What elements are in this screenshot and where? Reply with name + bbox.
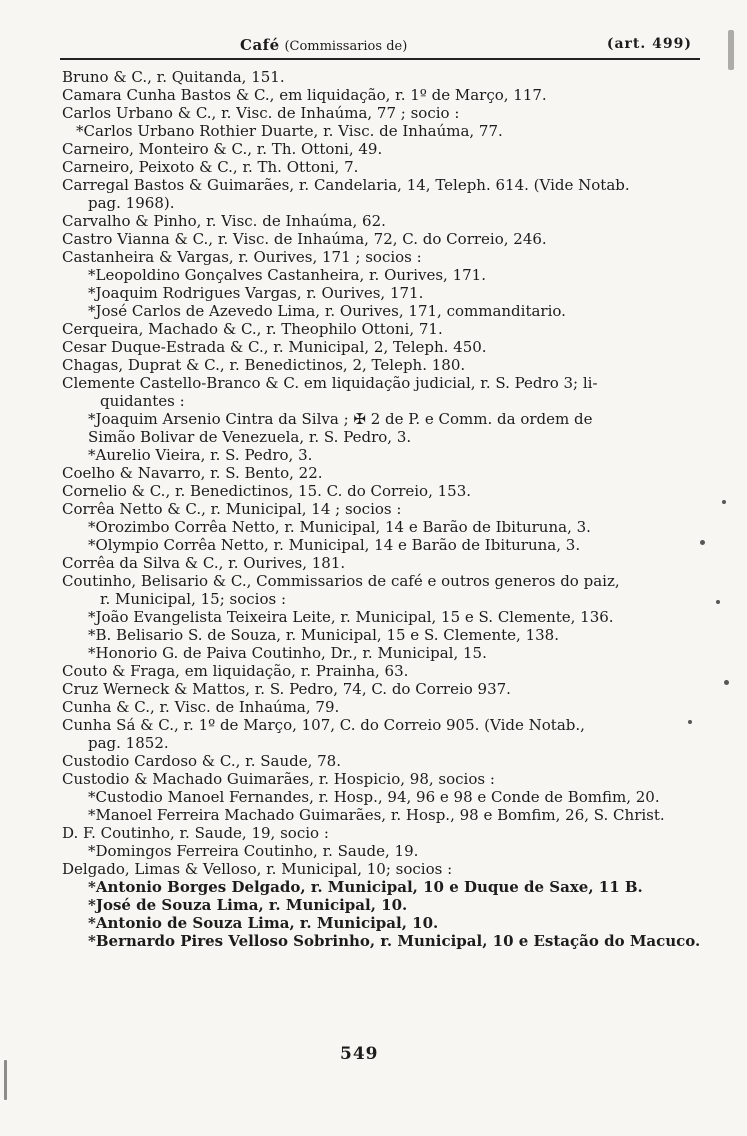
entry-line: r. Municipal, 15; socios :	[100, 590, 286, 608]
entry-line: Carlos Urbano & C., r. Visc. de Inhaúma, 77 ; socio :	[62, 104, 460, 122]
entry-line: *Carlos Urbano Rothier Duarte, r. Visc. de Inhaúma, 77.	[76, 122, 503, 140]
entry-line: Simão Bolivar de Venezuela, r. S. Pedro, 3.	[88, 428, 412, 446]
ink-speck	[4, 1060, 7, 1100]
header-article: (art. 499)	[606, 36, 692, 52]
entry-line: *Custodio Manoel Fernandes, r. Hosp., 94, 96 e 98 e Conde de Bomfim, 20.	[88, 788, 660, 806]
entry-line: pag. 1968).	[88, 194, 175, 212]
entry-line: D. F. Coutinho, r. Saude, 19, socio :	[62, 824, 329, 842]
entry-line: Custodio & Machado Guimarães, r. Hospicio, 98, socios :	[62, 770, 495, 788]
entry-line: Carvalho & Pinho, r. Visc. de Inhaúma, 62.	[62, 212, 386, 230]
entry-line: *José Carlos de Azevedo Lima, r. Ourives, 171, commanditario.	[88, 302, 566, 320]
entry-line: Cunha Sá & C., r. 1º de Março, 107, C. do Correio 905. (Vide Notab.,	[62, 716, 585, 734]
entry-line: *Orozimbo Corrêa Netto, r. Municipal, 14 e Barão de Ibituruna, 3.	[88, 518, 591, 536]
page-header	[60, 34, 700, 60]
entry-line: *José de Souza Lima, r. Municipal, 10.	[88, 896, 408, 914]
entry-line: *Leopoldino Gonçalves Castanheira, r. Ourives, 171.	[88, 266, 486, 284]
ink-speck	[728, 30, 734, 70]
entry-line: Carneiro, Peixoto & C., r. Th. Ottoni, 7.	[62, 158, 359, 176]
entry-line: *Aurelio Vieira, r. S. Pedro, 3.	[88, 446, 313, 464]
entry-line: *Bernardo Pires Velloso Sobrinho, r. Municipal, 10 e Estação do Macuco.	[88, 932, 701, 950]
entry-line: *Manoel Ferreira Machado Guimarães, r. Hosp., 98 e Bomfim, 26, S. Christ.	[88, 806, 665, 824]
ink-speck	[722, 500, 726, 504]
entry-line: Cornelio & C., r. Benedictinos, 15. C. do Correio, 153.	[62, 482, 472, 500]
entry-line: Coelho & Navarro, r. S. Bento, 22.	[62, 464, 323, 482]
entry-line: Castanheira & Vargas, r. Ourives, 171 ; socios :	[62, 248, 422, 266]
entry-line: Custodio Cardoso & C., r. Saude, 78.	[62, 752, 341, 770]
entry-line: *Olympio Corrêa Netto, r. Municipal, 14 e Barão de Ibituruna, 3.	[88, 536, 581, 554]
ink-speck	[716, 600, 720, 604]
entry-line: Bruno & C., r. Quitanda, 151.	[62, 68, 285, 86]
entries-list	[62, 68, 712, 950]
ink-speck	[700, 540, 705, 545]
entry-line: *Antonio Borges Delgado, r. Municipal, 10 e Duque de Saxe, 11 B.	[88, 878, 643, 896]
entry-line: Castro Vianna & C., r. Visc. de Inhaúma, 72, C. do Correio, 246.	[62, 230, 547, 248]
entry-line: Cesar Duque-Estrada & C., r. Municipal, 2, Teleph. 450.	[62, 338, 487, 356]
entry-line: pag. 1852.	[88, 734, 169, 752]
entry-line: Clemente Castello-Branco & C. em liquidação judicial, r. S. Pedro 3; li-	[62, 374, 598, 392]
entry-line: Carneiro, Monteiro & C., r. Th. Ottoni, 49.	[62, 140, 383, 158]
entry-line: Carregal Bastos & Guimarães, r. Candelaria, 14, Teleph. 614. (Vide Notab.	[62, 176, 630, 194]
entry-line: *Joaquim Rodrigues Vargas, r. Ourives, 171.	[88, 284, 424, 302]
entry-line: *Domingos Ferreira Coutinho, r. Saude, 19.	[88, 842, 419, 860]
entry-line: *B. Belisario S. de Souza, r. Municipal, 15 e S. Clemente, 138.	[88, 626, 559, 644]
header-title-group	[240, 36, 407, 54]
entry-line: Couto & Fraga, em liquidação, r. Prainha, 63.	[62, 662, 409, 680]
entry-line: *João Evangelista Teixeira Leite, r. Municipal, 15 e S. Clemente, 136.	[88, 608, 614, 626]
entry-line: Camara Cunha Bastos & C., em liquidação, r. 1º de Março, 117.	[62, 86, 547, 104]
page-number: 549	[340, 1044, 379, 1064]
entry-line: Corrêa Netto & C., r. Municipal, 14 ; socios :	[62, 500, 402, 518]
entry-line: Cruz Werneck & Mattos, r. S. Pedro, 74, C. do Correio 937.	[62, 680, 511, 698]
entry-line: Cerqueira, Machado & C., r. Theophilo Ottoni, 71.	[62, 320, 443, 338]
entry-line: *Antonio de Souza Lima, r. Municipal, 10.	[88, 914, 439, 932]
ink-speck	[724, 680, 729, 685]
entry-line: Chagas, Duprat & C., r. Benedictinos, 2, Teleph. 180.	[62, 356, 466, 374]
entry-line: *Joaquim Arsenio Cintra da Silva ; ✠ 2 de P. e Comm. da ordem de	[88, 410, 593, 428]
entry-line: Cunha & C., r. Visc. de Inhaúma, 79.	[62, 698, 340, 716]
entry-line: Coutinho, Belisario & C., Commissarios de café e outros generos do paiz,	[62, 572, 620, 590]
entry-line: quidantes :	[100, 392, 185, 410]
entry-line: Corrêa da Silva & C., r. Ourives, 181.	[62, 554, 346, 572]
entry-line: *Honorio G. de Paiva Coutinho, Dr., r. Municipal, 15.	[88, 644, 487, 662]
ink-speck	[688, 720, 692, 724]
entry-line: Delgado, Limas & Velloso, r. Municipal, 10; socios :	[62, 860, 453, 878]
header-title: Café	[240, 36, 280, 54]
header-subtitle: (Commissarios de)	[284, 39, 408, 54]
